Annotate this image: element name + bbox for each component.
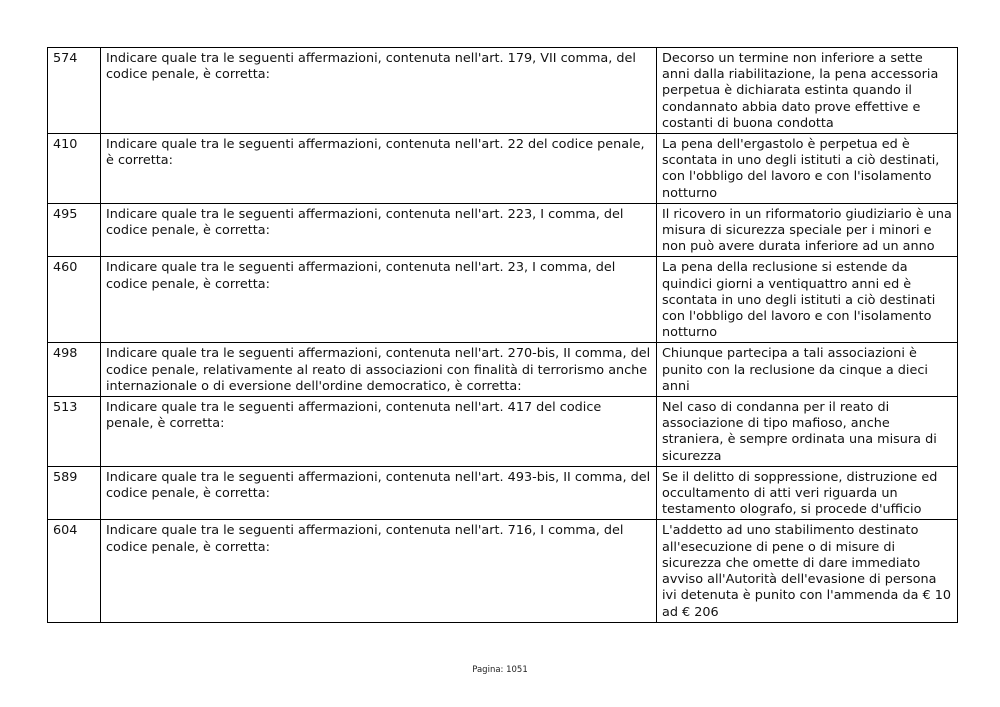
answer-text-cell: La pena della reclusione si estende da quindici giorni a ventiquattro anni ed è scontata in uno degli istituti a ciò destinati con l'obbligo del lavoro e con l'isolamento notturno xyxy=(657,257,958,343)
table-row xyxy=(48,343,958,397)
question-number-cell: 460 xyxy=(48,257,101,343)
question-text-cell: Indicare quale tra le seguenti affermazioni, contenuta nell'art. 179, VII comma, del codice penale, è corretta: xyxy=(101,48,657,134)
question-text-cell: Indicare quale tra le seguenti affermazioni, contenuta nell'art. 493-bis, II comma, del codice penale, è corretta: xyxy=(101,466,657,520)
table-row xyxy=(48,203,958,257)
question-text-cell: Indicare quale tra le seguenti affermazioni, contenuta nell'art. 417 del codice penale, è corretta: xyxy=(101,397,657,467)
answer-text-cell: La pena dell'ergastolo è perpetua ed è scontata in uno degli istituti a ciò destinati, con l'obbligo del lavoro e con l'isolamento notturno xyxy=(657,134,958,204)
question-number-cell: 513 xyxy=(48,397,101,467)
question-number-cell: 589 xyxy=(48,466,101,520)
questions-table xyxy=(47,47,958,623)
question-text-cell: Indicare quale tra le seguenti affermazioni, contenuta nell'art. 223, I comma, del codice penale, è corretta: xyxy=(101,203,657,257)
question-text-cell: Indicare quale tra le seguenti affermazioni, contenuta nell'art. 22 del codice penale, è corretta: xyxy=(101,134,657,204)
answer-text-cell: Decorso un termine non inferiore a sette anni dalla riabilitazione, la pena accessoria perpetua è dichiarata estinta quando il condannato abbia dato prove effettive e costanti di buona condotta xyxy=(657,48,958,134)
table-row xyxy=(48,520,958,622)
question-text-cell: Indicare quale tra le seguenti affermazioni, contenuta nell'art. 270-bis, II comma, del codice penale, relativamente al reato di associazioni con finalità di terrorismo anche internazionale o di eversione dell'ordine democratico, è corretta: xyxy=(101,343,657,397)
question-number-cell: 410 xyxy=(48,134,101,204)
question-number-cell: 495 xyxy=(48,203,101,257)
table-row xyxy=(48,48,958,134)
answer-text-cell: Il ricovero in un riformatorio giudiziario è una misura di sicurezza speciale per i minori e non può avere durata inferiore ad un anno xyxy=(657,203,958,257)
question-number-cell: 498 xyxy=(48,343,101,397)
question-text-cell: Indicare quale tra le seguenti affermazioni, contenuta nell'art. 716, I comma, del codice penale, è corretta: xyxy=(101,520,657,622)
question-number-cell: 604 xyxy=(48,520,101,622)
questions-table-body xyxy=(48,48,958,623)
question-number-cell: 574 xyxy=(48,48,101,134)
table-row xyxy=(48,466,958,520)
question-text-cell: Indicare quale tra le seguenti affermazioni, contenuta nell'art. 23, I comma, del codice penale, è corretta: xyxy=(101,257,657,343)
answer-text-cell: Chiunque partecipa a tali associazioni è punito con la reclusione da cinque a dieci anni xyxy=(657,343,958,397)
answer-text-cell: Se il delitto di soppressione, distruzione ed occultamento di atti veri riguarda un testamento olografo, si procede d'ufficio xyxy=(657,466,958,520)
page-number: Pagina: 1051 xyxy=(472,665,528,675)
table-row xyxy=(48,134,958,204)
table-row xyxy=(48,397,958,467)
table-row xyxy=(48,257,958,343)
answer-text-cell: Nel caso di condanna per il reato di associazione di tipo mafioso, anche straniera, è sempre ordinata una misura di sicurezza xyxy=(657,397,958,467)
answer-text-cell: L'addetto ad uno stabilimento destinato all'esecuzione di pene o di misure di sicurezza che omette di dare immediato avviso all'Autorità dell'evasione di persona ivi detenuta è punito con l'ammenda da € 10 ad € 206 xyxy=(657,520,958,622)
